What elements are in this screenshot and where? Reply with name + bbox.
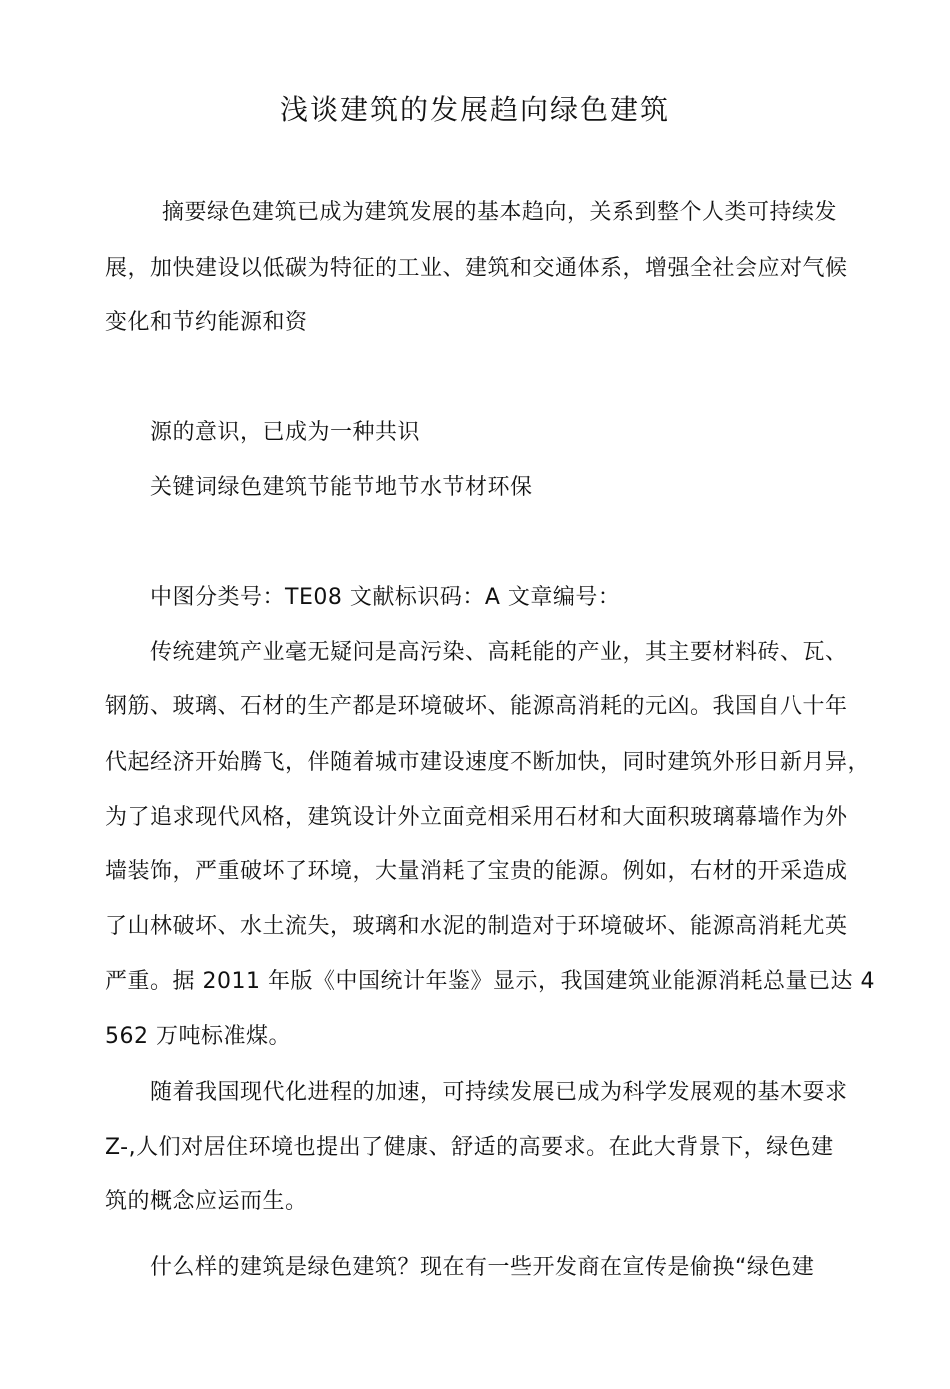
paragraph-1-line-4: 为了追求现代风格，建筑设计外立面竞相采用石材和大面积玻璃幕墙作为外 — [105, 805, 848, 830]
paragraph-2-line-2: Z-,人们对居住环境也提出了健康、舒适的高要求。在此大背景下，绿色建 — [105, 1135, 834, 1160]
paragraph-1-line-2: 钢筋、玻璃、石材的生产都是环境破坏、能源高消耗的元凶。我国自八十年 — [105, 694, 848, 719]
abstract-line-1: 摘要绿色建筑已成为建筑发展的基本趋向，关系到整个人类可持续发 — [162, 200, 838, 225]
paragraph-1-line-6: 了山林破坏、水土流失，玻璃和水泥的制造对于环境破坏、能源高消耗尤英 — [105, 914, 848, 939]
abstract-line-2: 展，加快建设以低碳为特征的工业、建筑和交通体系，增强全社会应对气候 — [105, 256, 848, 281]
paragraph-1-line-7: 严重。据 2011 年版《中国统计年鉴》显示，我国建筑业能源消耗总量已达 4 — [105, 969, 875, 994]
abstract-line-4: 源的意识，已成为一种共识 — [150, 420, 421, 445]
paragraph-1-line-5: 墙装饰，严重破坏了环境，大量消耗了宝贵的能源。例如，右材的开采造成 — [105, 859, 848, 884]
paragraph-1-line-8: 562 万吨标准煤。 — [105, 1024, 291, 1049]
classification-line: 中图分类号：TE08 文献标识码：A 文章编号： — [150, 585, 621, 610]
document-title: 浅谈建筑的发展趋向绿色建筑 — [279, 93, 670, 126]
paragraph-2-line-1: 随着我国现代化进程的加速，可持续发展已成为科学发展观的基木耍求 — [150, 1080, 848, 1105]
paragraph-3-line-1: 什么样的建筑是绿色建筑？现在有一些开发商在宣传是偷换“绿色建 — [150, 1255, 815, 1280]
paragraph-2-line-3: 筑的概念应运而生。 — [105, 1189, 308, 1214]
paragraph-1-line-1: 传统建筑产业毫无疑问是高污染、高耗能的产业，其主要材料砖、瓦、 — [150, 640, 848, 665]
keywords-line: 关键词绿色建筑节能节地节水节材环保 — [150, 475, 533, 500]
abstract-line-3: 变化和节约能源和资 — [105, 310, 308, 335]
paragraph-1-line-3: 代起经济开始腾飞，伴随着城市建设速度不断加快，同时建筑外形日新月异， — [105, 750, 871, 775]
